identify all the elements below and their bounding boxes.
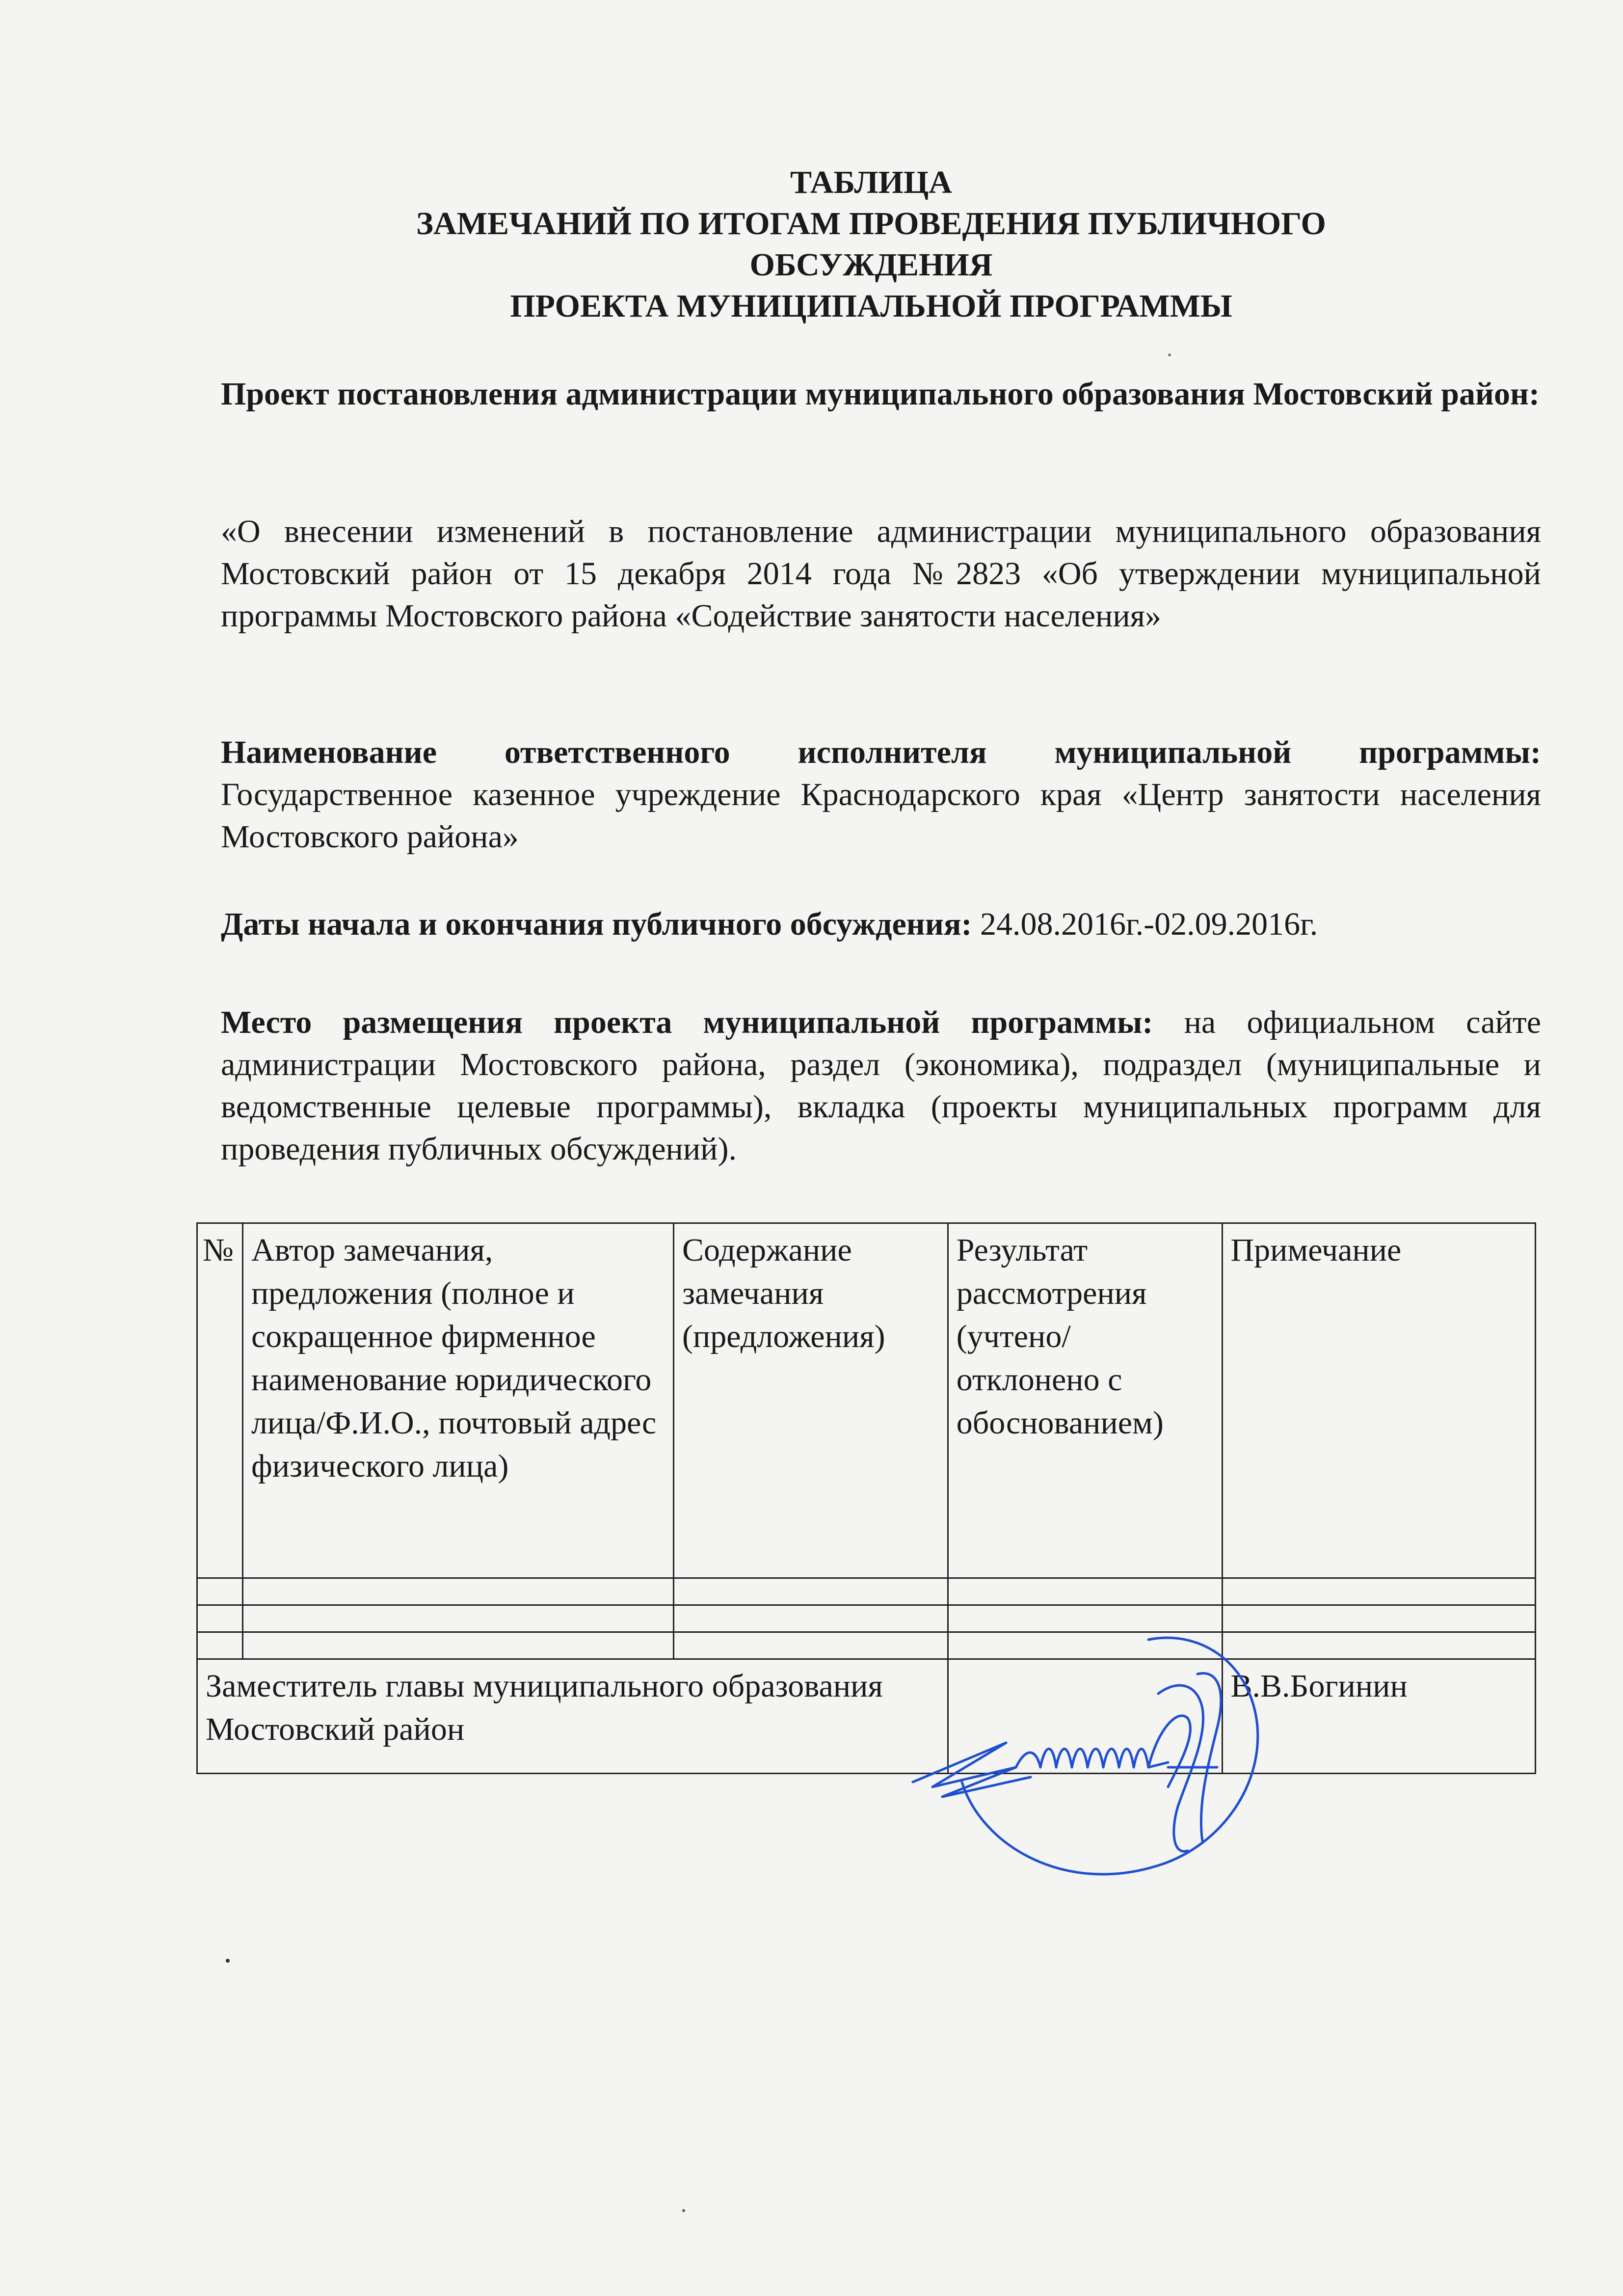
- project-text: «О внесении изменений в постановление администрации муниципального образования Мостовский район от 15 декабря 2014 года №2823 «Об утверждении муниципальной программы Мостовского района «Содействие занятости населения»: [221, 513, 1541, 634]
- header-author: Автор замечания, предложения (полное и сокращенное фирменное наименование юридического лица/Ф.И.О., почтовый адрес физического лица): [242, 1223, 673, 1578]
- table-cell: [1222, 1578, 1536, 1605]
- table-cell: [948, 1605, 1222, 1632]
- executor-paragraph: [221, 731, 1541, 858]
- placement-paragraph: [221, 1001, 1541, 1170]
- header-note: Примечание: [1222, 1223, 1536, 1578]
- dates-label: Даты начала и окончания публичного обсуждения:: [221, 906, 972, 942]
- dates-value: 24.08.2016г.-02.09.2016г.: [980, 906, 1318, 942]
- header-content: Содержание замечания (предложения): [673, 1223, 948, 1578]
- table-cell: [948, 1632, 1222, 1659]
- table-cell: [197, 1605, 243, 1632]
- executor-label: Наименование ответственного исполнителя муниципальной программы:: [221, 734, 1541, 770]
- dates-paragraph: [221, 903, 1541, 945]
- signatory-name: В.В.Богинин: [1222, 1659, 1536, 1774]
- signatory-position: Заместитель главы муниципального образования Мостовский район: [197, 1659, 948, 1774]
- project-label-paragraph: [221, 373, 1541, 415]
- signature-cell: [948, 1659, 1222, 1774]
- scan-speck: [682, 2209, 685, 2212]
- table-row: [197, 1578, 1536, 1605]
- scan-speck: [1168, 353, 1171, 356]
- project-text-paragraph: [221, 511, 1541, 637]
- table-cell: [673, 1578, 948, 1605]
- title-line-4: ПРОЕКТА МУНИЦИПАЛЬНОЙ ПРОГРАММЫ: [510, 288, 1232, 324]
- header-number: №: [197, 1223, 243, 1578]
- document-title: [221, 162, 1521, 327]
- table-cell: [1222, 1605, 1536, 1632]
- table-cell: [197, 1632, 243, 1659]
- table-cell: [948, 1578, 1222, 1605]
- table-row: [197, 1605, 1536, 1632]
- executor-value: Государственное казенное учреждение Краснодарского края «Центр занятости населения Мостовского района»: [221, 777, 1541, 855]
- title-line-3: ОБСУЖДЕНИЯ: [749, 247, 993, 283]
- header-result: Результат рассмотрения (учтено/ отклонено с обоснованием): [948, 1223, 1222, 1578]
- project-label: Проект постановления администрации муниципального образования Мостовский район:: [221, 376, 1540, 412]
- table-header-row: [197, 1223, 1536, 1578]
- table-cell: [673, 1605, 948, 1632]
- placement-value: на официальном сайте администрации Мостовского района, раздел (экономика), подраздел (муниципальные и ведомственные целевые программы), вкладка (проекты муниципальных программ для проведения публичных обсуждений).: [221, 1004, 1541, 1167]
- table-row: [197, 1632, 1536, 1659]
- table-cell: [197, 1578, 243, 1605]
- table-cell: [1222, 1632, 1536, 1659]
- table-cell: [242, 1578, 673, 1605]
- table-cell: [673, 1632, 948, 1659]
- placement-label: Место размещения проекта муниципальной программы:: [221, 1004, 1153, 1040]
- table-cell: [242, 1605, 673, 1632]
- scan-speck: [226, 1959, 230, 1963]
- signature-row: [197, 1659, 1536, 1774]
- table-cell: [242, 1632, 673, 1659]
- title-line-2: ЗАМЕЧАНИЙ ПО ИТОГАМ ПРОВЕДЕНИЯ ПУБЛИЧНОГО: [416, 206, 1326, 242]
- title-line-1: ТАБЛИЦА: [790, 164, 952, 200]
- remarks-table: [196, 1222, 1536, 1774]
